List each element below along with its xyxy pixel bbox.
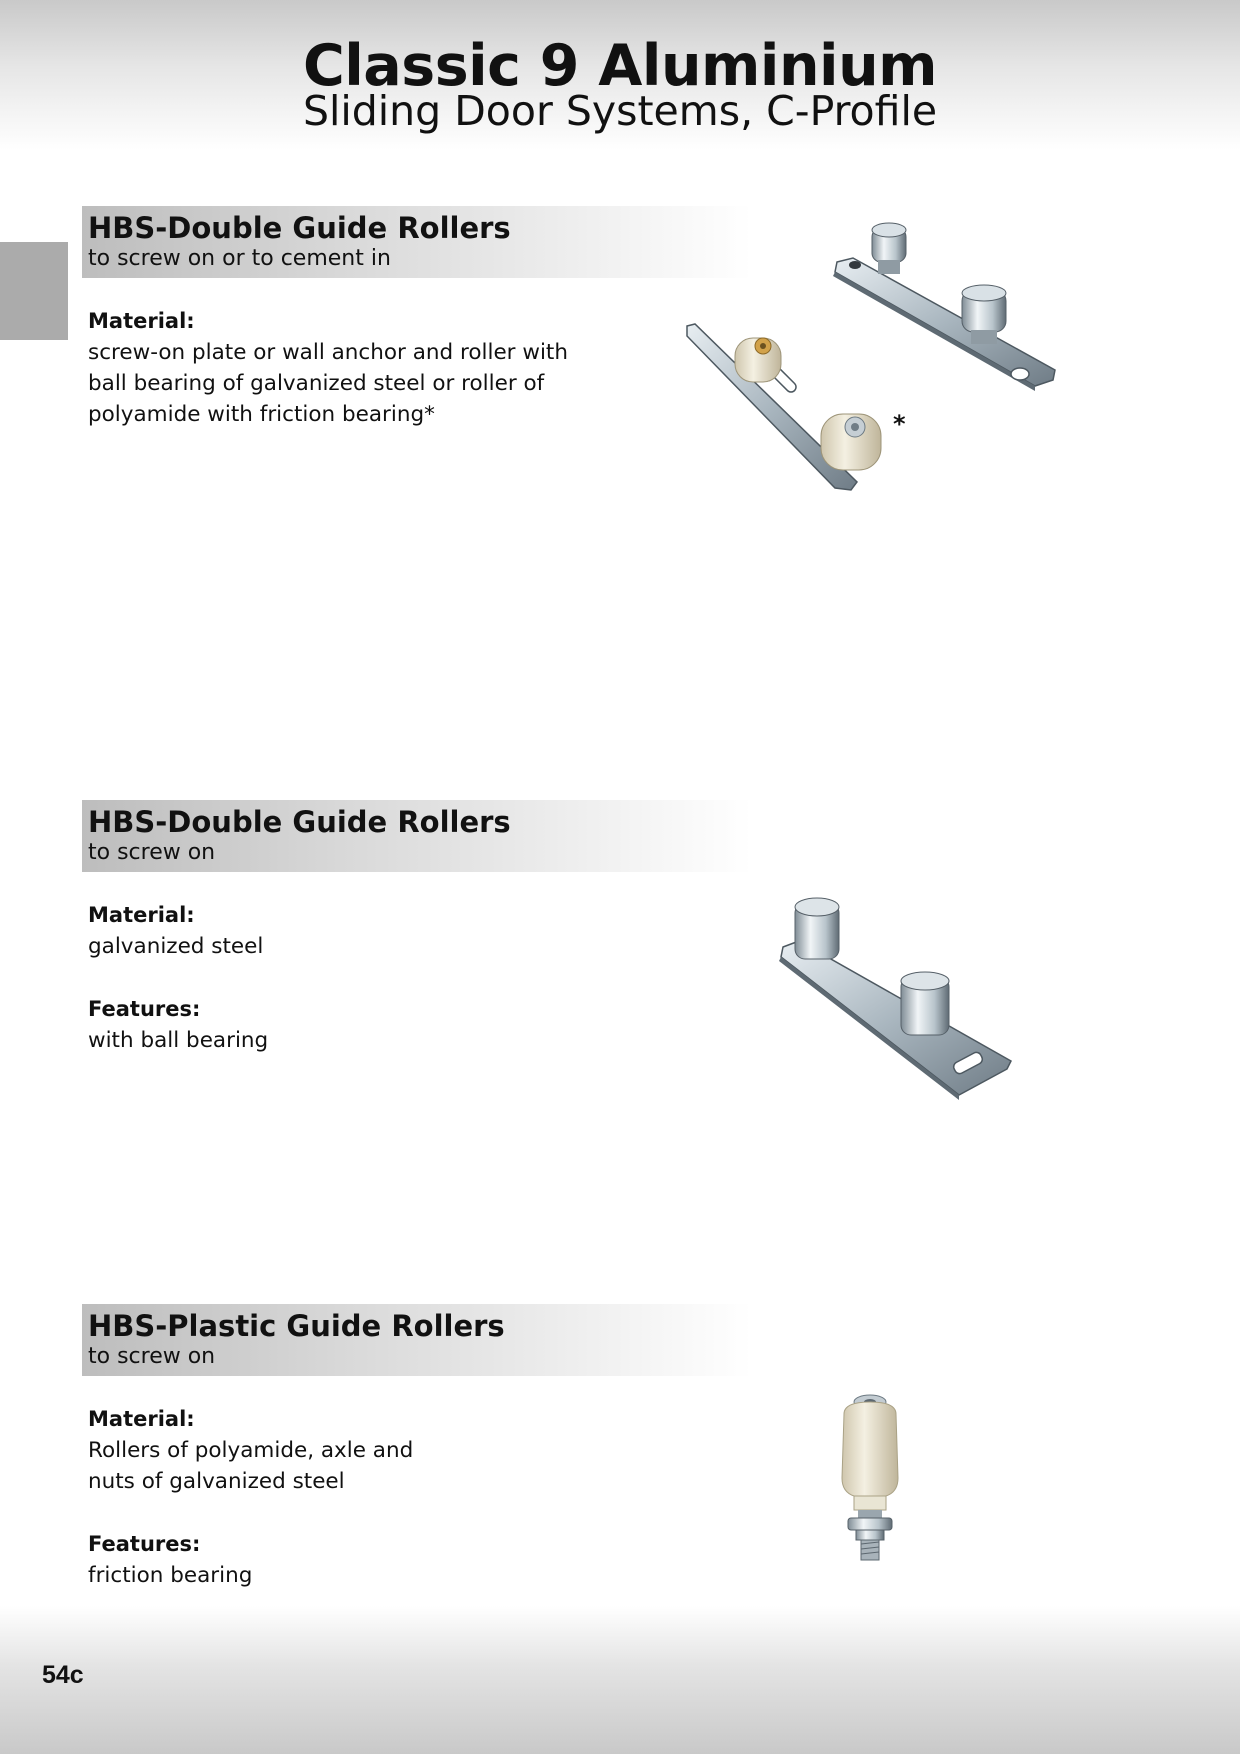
steel-roller-plate — [779, 898, 1011, 1100]
material-label: Material: — [88, 309, 195, 333]
material-line: galvanized steel — [88, 934, 264, 959]
page-title: Classic 9 Aluminium — [302, 33, 938, 99]
page-subtitle: Sliding Door Systems, C-Profile — [302, 87, 938, 135]
polyamide-roller-plate — [687, 324, 881, 490]
features-text — [88, 1560, 608, 1591]
material-line: nuts of galvanized steel — [88, 1469, 345, 1494]
plastic-guide-roller-image — [830, 1392, 910, 1564]
features-label: Features: — [88, 997, 201, 1021]
features-line: friction bearing — [88, 1563, 253, 1588]
steel-roller-plate — [833, 223, 1055, 391]
features-line: with ball bearing — [88, 1028, 269, 1053]
material-line: ball bearing of galvanized steel or roller of — [88, 371, 545, 396]
footer-band — [0, 1606, 1240, 1754]
material-text — [88, 931, 608, 962]
section-title: HBS-Double Guide Rollers — [88, 211, 511, 245]
material-text — [88, 337, 608, 430]
section-title: HBS-Plastic Guide Rollers — [88, 1309, 505, 1343]
material-line: polyamide with friction bearing* — [88, 402, 435, 427]
material-line: screw-on plate or wall anchor and roller with — [88, 340, 568, 365]
steel-double-guide-roller-image — [775, 895, 1015, 1105]
double-guide-rollers-image — [685, 220, 1065, 500]
material-line: Rollers of polyamide, axle and — [88, 1438, 414, 1463]
features-text — [88, 1025, 608, 1056]
material-label: Material: — [88, 1407, 195, 1431]
features-label: Features: — [88, 1532, 201, 1556]
section-subtitle: to screw on — [88, 840, 216, 865]
section-subtitle: to screw on — [88, 1344, 216, 1369]
section-title: HBS-Double Guide Rollers — [88, 805, 511, 839]
chapter-tab — [0, 242, 68, 340]
page-number: 54c — [42, 1661, 84, 1689]
section-subtitle: to screw on or to cement in — [88, 246, 391, 271]
material-label: Material: — [88, 903, 195, 927]
variant-note-asterisk: * — [893, 410, 906, 438]
plastic-roller — [842, 1395, 898, 1560]
material-text — [88, 1435, 608, 1497]
